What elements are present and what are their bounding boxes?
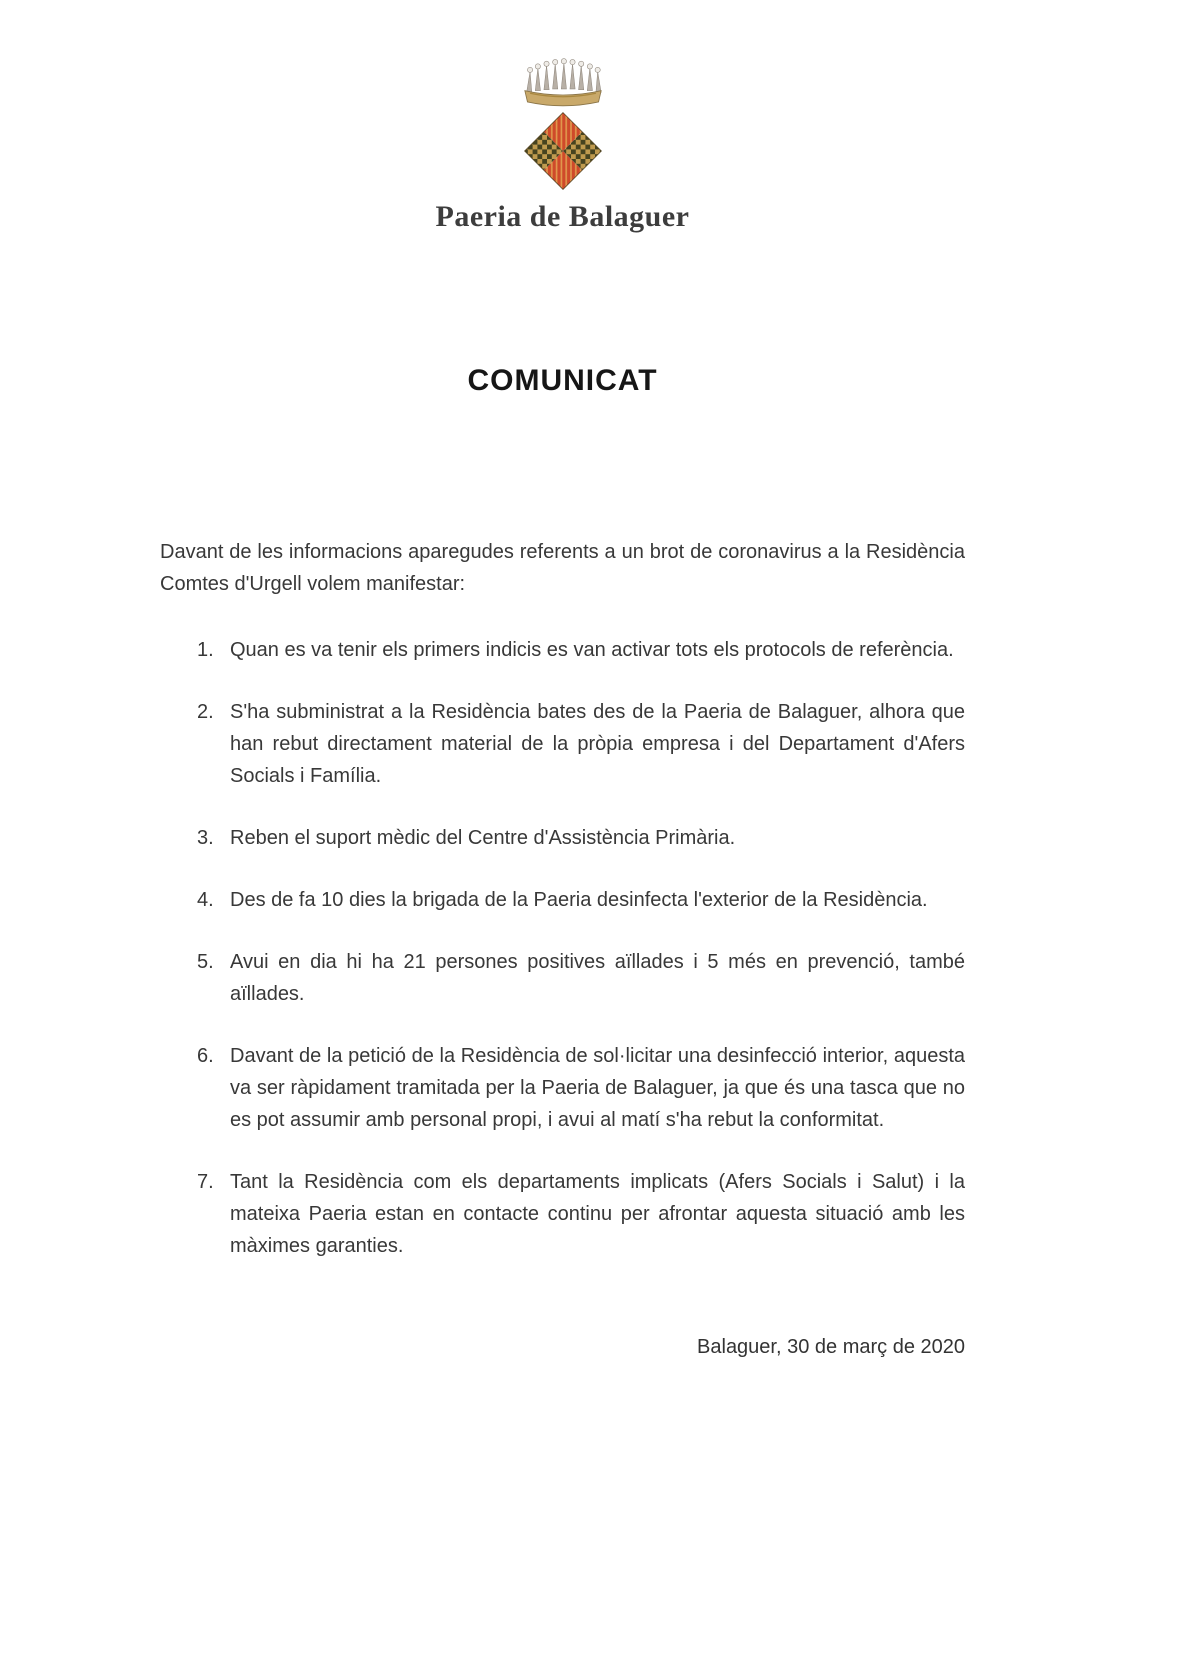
- logo: [160, 0, 965, 234]
- list-item: [160, 1040, 965, 1136]
- dateline: Balaguer, 30 de març de 2020: [697, 1336, 965, 1358]
- list-item-number: 4.: [197, 889, 214, 911]
- list-item-number: 7.: [197, 1171, 214, 1193]
- list-item-text: Davant de la petició de la Residència de sol·licitar una desinfecció interior, aquesta va ser ràpidament tramitada per la Paeria de Balaguer, ja que és una tasca que no es pot assumir amb personal propi, i avui al matí s'ha rebut la conformitat.: [230, 1045, 965, 1131]
- list-item: [160, 946, 965, 1010]
- list-item-number: 6.: [197, 1045, 214, 1067]
- list-item-text: Des de fa 10 dies la brigada de la Paeria desinfecta l'exterior de la Residència.: [230, 889, 928, 911]
- list-item: [160, 822, 965, 854]
- list-item-number: 1.: [197, 639, 214, 661]
- list-item-number: 5.: [197, 951, 214, 973]
- list-item: [160, 1166, 965, 1262]
- list-item-number: 3.: [197, 827, 214, 849]
- numbered-list: [160, 634, 965, 1262]
- list-item-text: Quan es va tenir els primers indicis es van activar tots els protocols de referència.: [230, 639, 954, 661]
- crown-icon: [504, 56, 622, 108]
- list-item-text: Avui en dia hi ha 21 persones positives aïllades i 5 més en prevenció, també aïllades.: [230, 951, 965, 1005]
- intro-paragraph: Davant de les informacions aparegudes referents a un brot de coronavirus a la Residència Comtes d'Urgell volem manifestar:: [160, 541, 965, 595]
- page-title: COMUNICAT: [467, 364, 658, 397]
- list-item: [160, 884, 965, 916]
- list-item-text: Tant la Residència com els departaments implicats (Afers Socials i Salut) i la mateixa Paeria estan en contacte continu per afrontar aquesta situació amb les màximes garanties.: [230, 1171, 965, 1257]
- coat-of-arms-icon: [523, 111, 603, 191]
- list-item-text: S'ha subministrat a la Residència bates des de la Paeria de Balaguer, alhora que han rebut directament material de la pròpia empresa i del Departament d'Afers Socials i Família.: [230, 701, 965, 787]
- list-item-number: 2.: [197, 701, 214, 723]
- list-item: [160, 634, 965, 666]
- org-name: Paeria de Balaguer: [435, 200, 690, 233]
- list-item-text: Reben el suport mèdic del Centre d'Assistència Primària.: [230, 827, 736, 849]
- list-item: [160, 696, 965, 792]
